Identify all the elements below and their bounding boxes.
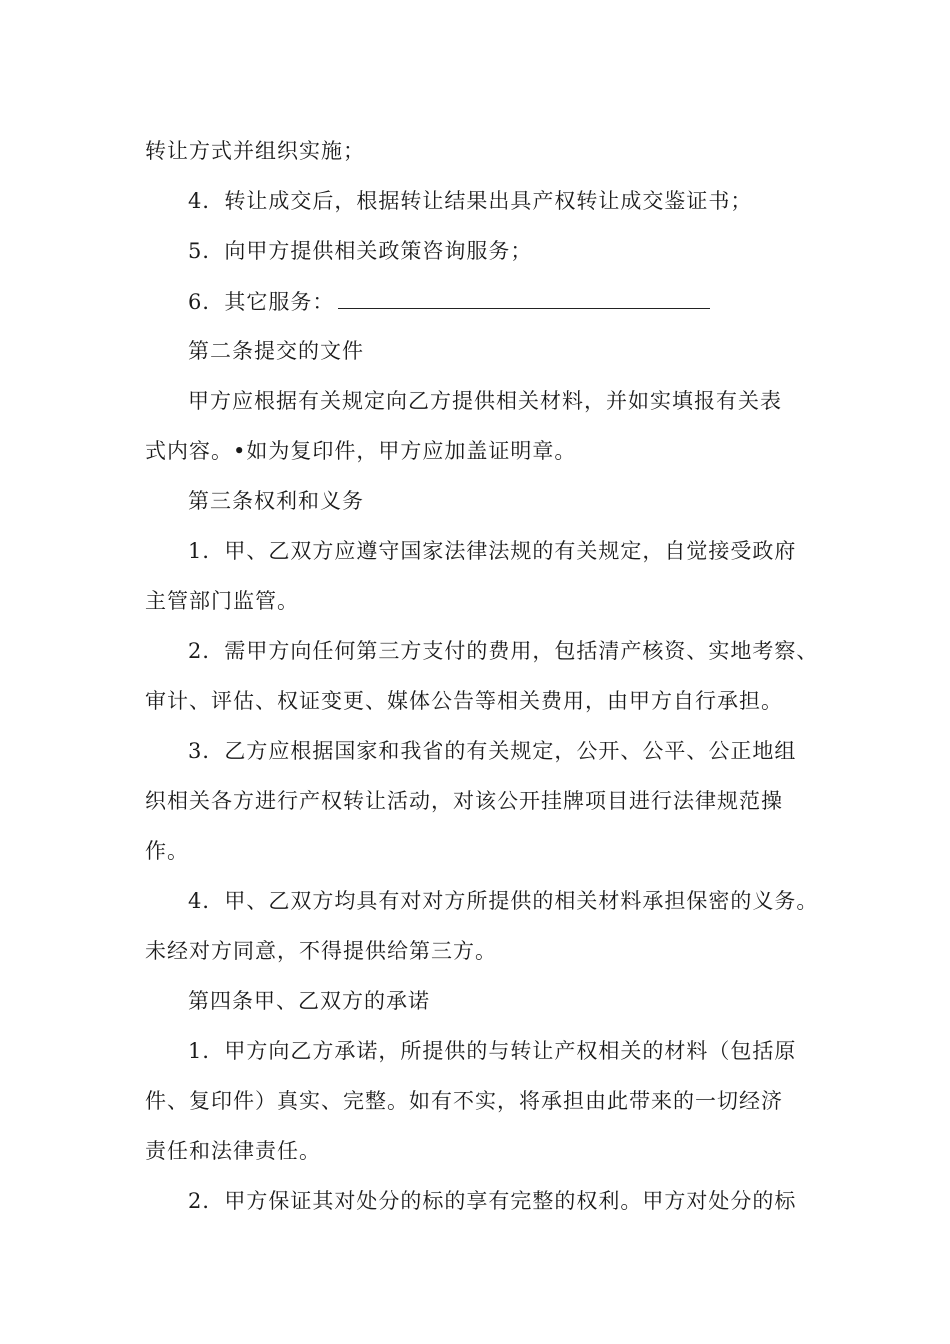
text-line: 3．乙方应根据国家和我省的有关规定，公开、公平、公正地组 bbox=[188, 739, 797, 763]
text-line: 式内容。•如为复印件，甲方应加盖证明章。 bbox=[145, 439, 577, 463]
section-heading: 第二条提交的文件 bbox=[188, 339, 364, 363]
text-line: 1．甲、乙双方应遵守国家法律法规的有关规定，自觉接受政府 bbox=[188, 539, 797, 563]
text-line: 甲方应根据有关规定向乙方提供相关材料，并如实填报有关表 bbox=[188, 389, 782, 413]
text-line: 4．甲、乙双方均具有对对方所提供的相关材料承担保密的义务。 bbox=[188, 889, 819, 913]
text-line: 件、复印件）真实、完整。如有不实，将承担由此带来的一切经济 bbox=[145, 1089, 783, 1113]
text-line: 作。 bbox=[145, 839, 189, 863]
text-line: 织相关各方进行产权转让活动，对该公开挂牌项目进行法律规范操 bbox=[145, 789, 783, 813]
text-line: 转让方式并组织实施； bbox=[145, 139, 365, 163]
text-line: 2．甲方保证其对处分的标的享有完整的权利。甲方对处分的标 bbox=[188, 1189, 797, 1213]
other-services-line bbox=[188, 286, 710, 316]
text-line: 4．转让成交后，根据转让结果出具产权转让成交鉴证书； bbox=[188, 189, 753, 213]
text-line: 未经对方同意，不得提供给第三方。 bbox=[145, 939, 497, 963]
section-heading: 第四条甲、乙双方的承诺 bbox=[188, 989, 430, 1013]
text-line: 审计、评估、权证变更、媒体公告等相关费用，由甲方自行承担。 bbox=[145, 689, 783, 713]
fill-in-blank[interactable] bbox=[338, 286, 710, 309]
text-line: 6．其它服务： bbox=[188, 290, 335, 314]
text-line: 5．向甲方提供相关政策咨询服务； bbox=[188, 239, 533, 263]
text-line: 主管部门监管。 bbox=[145, 589, 299, 613]
section-heading: 第三条权利和义务 bbox=[188, 489, 364, 513]
text-line: 1．甲方向乙方承诺，所提供的与转让产权相关的材料（包括原 bbox=[188, 1039, 797, 1063]
text-line: 责任和法律责任。 bbox=[145, 1139, 321, 1163]
text-line: 2．需甲方向任何第三方支付的费用，包括清产核资、实地考察、 bbox=[188, 639, 819, 663]
